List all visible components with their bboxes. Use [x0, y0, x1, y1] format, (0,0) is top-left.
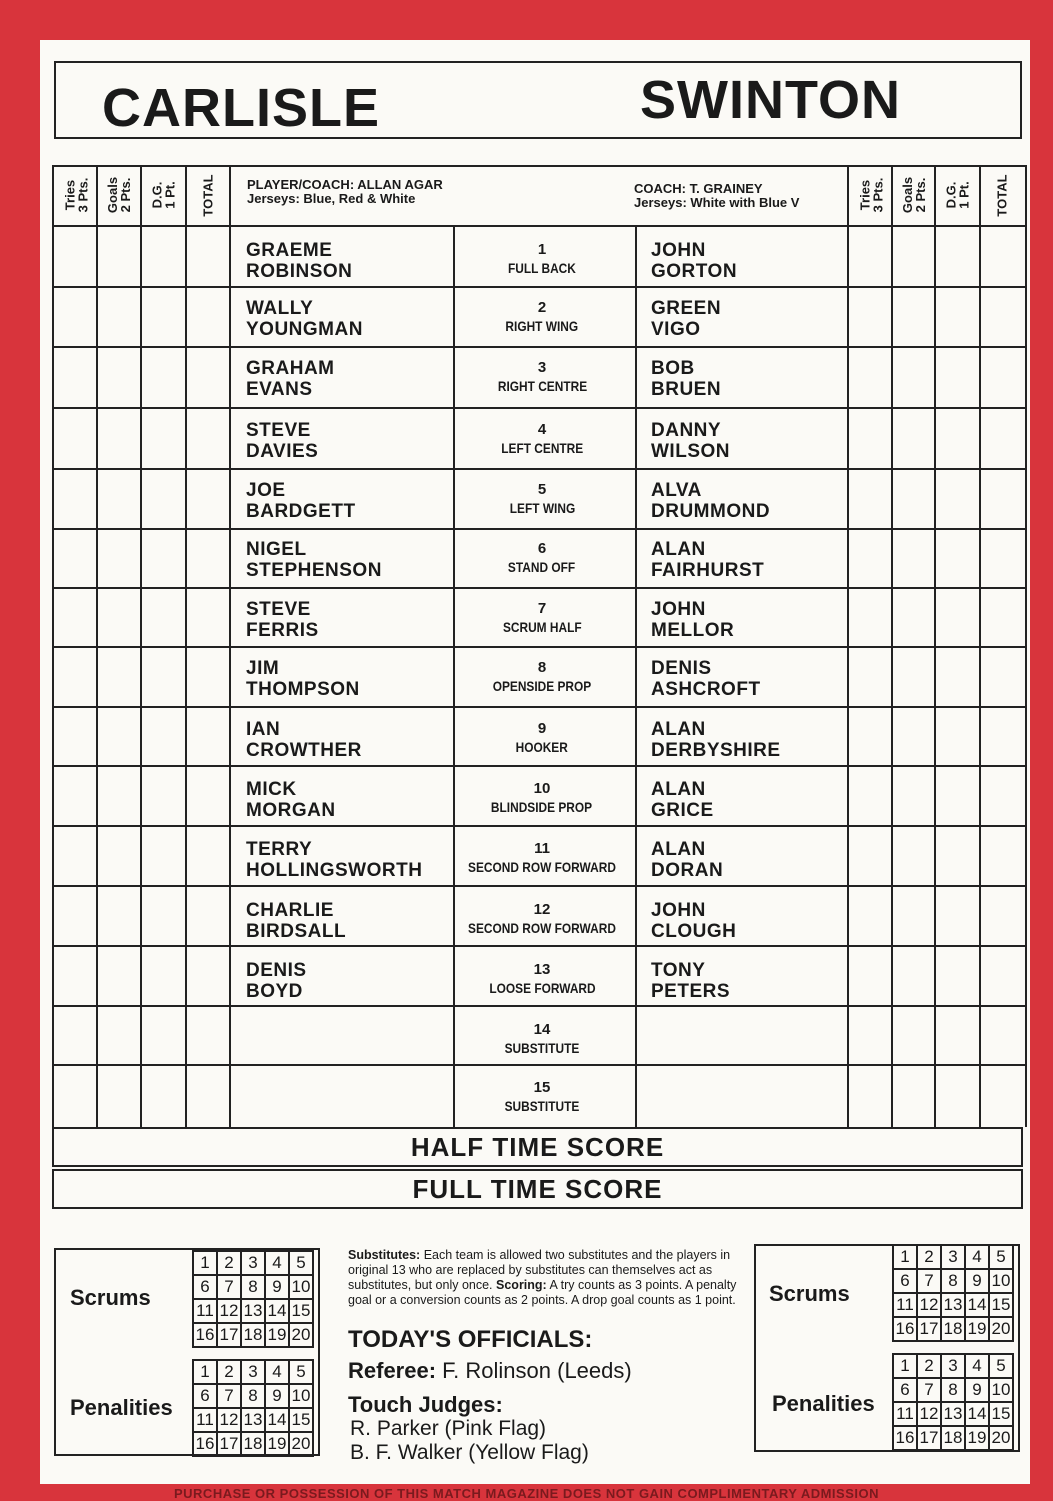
home-penalties-label: Penalities — [70, 1395, 173, 1420]
position-label — [452, 839, 632, 877]
score-column-title: Tries — [857, 179, 872, 211]
home-player-name — [246, 539, 382, 581]
team-header — [54, 61, 1022, 139]
name-line: ROBINSON — [246, 261, 353, 282]
tally-number[interactable]: 11 — [194, 1300, 218, 1324]
tally-number[interactable]: 1 — [194, 1361, 218, 1385]
away-score-column-header — [892, 165, 936, 225]
tally-number[interactable]: 4 — [266, 1361, 290, 1385]
name-line: BOB — [651, 358, 695, 379]
row-divider — [54, 468, 1025, 470]
name-line: STEPHENSON — [246, 560, 382, 581]
away-score-column-header — [936, 165, 980, 225]
away-player-name — [651, 960, 730, 1002]
position-name: SUBSTITUTE — [504, 1040, 580, 1056]
tally-number[interactable]: 7 — [918, 1379, 942, 1403]
tally-number[interactable]: 6 — [194, 1385, 218, 1409]
away-score-column-header — [980, 165, 1024, 225]
tally-number[interactable]: 15 — [290, 1409, 314, 1433]
name-line: BARDGETT — [246, 501, 356, 522]
away-player-name — [651, 599, 734, 641]
tally-number[interactable]: 8 — [942, 1270, 966, 1294]
tally-number[interactable]: 11 — [894, 1294, 918, 1318]
name-line: HOLLINGSWORTH — [246, 860, 423, 881]
score-column-points: 2 Pts. — [118, 177, 133, 213]
away-player-name — [651, 240, 737, 282]
position-label — [452, 658, 632, 696]
touch-judge-2: B. F. Walker (Yellow Flag) — [350, 1441, 589, 1464]
tally-number[interactable]: 12 — [918, 1294, 942, 1318]
tally-number[interactable]: 10 — [990, 1270, 1014, 1294]
tally-number[interactable]: 15 — [990, 1294, 1014, 1318]
tally-number[interactable]: 20 — [990, 1318, 1014, 1342]
name-line: JOE — [246, 480, 286, 501]
position-number: 9 — [537, 720, 547, 737]
tally-number[interactable]: 5 — [290, 1252, 314, 1276]
tally-number[interactable]: 13 — [942, 1403, 966, 1427]
position-label — [452, 298, 632, 336]
name-line: DENIS — [651, 658, 712, 679]
subs-label: Substitutes: — [348, 1248, 421, 1262]
tally-number[interactable]: 18 — [242, 1324, 266, 1348]
touch-judge-1: R. Parker (Pink Flag) — [350, 1417, 547, 1440]
name-line: FAIRHURST — [651, 560, 765, 581]
scoring-text: A try counts as 3 points. A penalty goal or a conversion counts as 2 points. A drop goal counts as 1 point. — [348, 1278, 737, 1307]
tally-number[interactable]: 18 — [242, 1433, 266, 1457]
tally-number[interactable]: 20 — [290, 1324, 314, 1348]
column-divider — [635, 225, 637, 1127]
away-player-name — [651, 358, 721, 400]
tally-number[interactable]: 3 — [242, 1252, 266, 1276]
name-line: DAVIES — [246, 441, 319, 462]
away-scrums-label: Scrums — [769, 1281, 850, 1306]
tally-number[interactable]: 8 — [242, 1276, 266, 1300]
tally-number[interactable]: 5 — [990, 1246, 1014, 1270]
home-scrums-grid — [192, 1250, 314, 1348]
tally-number[interactable]: 13 — [942, 1294, 966, 1318]
tally-number[interactable]: 12 — [918, 1403, 942, 1427]
position-label — [452, 1078, 632, 1116]
position-name: FULL BACK — [508, 260, 576, 276]
name-line: ALAN — [651, 719, 706, 740]
position-name: LEFT WING — [509, 500, 575, 516]
name-line: CLOUGH — [651, 921, 737, 942]
score-column-points: 3 Pts. — [75, 177, 90, 213]
half-time-score: HALF TIME SCORE — [52, 1127, 1023, 1167]
tally-number[interactable]: 3 — [942, 1355, 966, 1379]
tally-number[interactable]: 17 — [218, 1433, 242, 1457]
away-player-name — [651, 298, 721, 340]
tally-number[interactable]: 14 — [266, 1300, 290, 1324]
tally-number[interactable]: 14 — [966, 1403, 990, 1427]
tally-number[interactable]: 20 — [990, 1427, 1014, 1451]
score-column-title: Tries — [62, 179, 77, 211]
name-line: YOUNGMAN — [246, 319, 363, 340]
tally-number[interactable]: 9 — [266, 1276, 290, 1300]
tally-number[interactable]: 6 — [894, 1379, 918, 1403]
name-line: EVANS — [246, 379, 313, 400]
row-divider — [54, 646, 1025, 648]
away-player-name — [651, 839, 723, 881]
name-line: MELLOR — [651, 620, 735, 641]
name-line: STEVE — [246, 599, 311, 620]
score-column-title: Goals — [105, 176, 120, 214]
away-player-name — [651, 420, 730, 462]
name-line: WALLY — [246, 298, 314, 319]
away-player-name — [651, 480, 770, 522]
tally-number[interactable]: 9 — [266, 1385, 290, 1409]
name-line: MORGAN — [246, 800, 336, 821]
referee-name: F. Rolinson (Leeds) — [442, 1358, 632, 1383]
tally-number[interactable]: 13 — [242, 1409, 266, 1433]
away-team-name: SWINTON — [640, 70, 901, 130]
name-line: ASHCROFT — [651, 679, 761, 700]
score-column-title: D.G. — [944, 181, 959, 209]
rules-notes — [348, 1248, 744, 1308]
position-number: 10 — [533, 780, 551, 797]
away-player-name — [651, 658, 761, 700]
position-label — [452, 599, 632, 637]
name-line: THOMPSON — [246, 679, 360, 700]
tally-number[interactable]: 19 — [266, 1433, 290, 1457]
name-line: BIRDSALL — [246, 921, 347, 942]
away-coach: COACH: T. GRAINEY — [634, 181, 763, 196]
position-name: SUBSTITUTE — [504, 1098, 580, 1114]
position-label — [452, 539, 632, 577]
full-time-score: FULL TIME SCORE — [52, 1169, 1023, 1209]
row-divider — [54, 945, 1025, 947]
tally-number[interactable]: 11 — [194, 1409, 218, 1433]
home-player-name — [246, 839, 422, 881]
away-penalties-grid — [892, 1353, 1014, 1451]
position-name: SECOND ROW FORWARD — [468, 920, 616, 936]
touch-judges-heading: Touch Judges: — [348, 1392, 503, 1417]
tally-number[interactable]: 4 — [966, 1355, 990, 1379]
tally-number[interactable]: 14 — [966, 1294, 990, 1318]
name-line: GREEN — [651, 298, 722, 319]
tally-number[interactable]: 3 — [242, 1361, 266, 1385]
tally-number[interactable]: 4 — [966, 1246, 990, 1270]
tally-number[interactable]: 2 — [218, 1361, 242, 1385]
away-player-name — [651, 900, 736, 942]
name-line: GRAHAM — [246, 358, 335, 379]
position-name: SCRUM HALF — [502, 619, 582, 635]
name-line: CROWTHER — [246, 740, 362, 761]
name-line: IAN — [246, 719, 281, 740]
name-line: DENIS — [246, 960, 307, 981]
position-number: 4 — [537, 421, 547, 438]
away-scrums-grid — [892, 1244, 1014, 1342]
position-number: 6 — [537, 540, 547, 557]
position-number: 13 — [533, 961, 551, 978]
tally-number[interactable]: 14 — [266, 1409, 290, 1433]
referee-label: Referee: — [348, 1358, 437, 1383]
away-score-column-header — [849, 165, 893, 225]
score-column-points: 3 Pts. — [870, 177, 885, 213]
away-player-name — [651, 539, 764, 581]
position-label — [452, 719, 632, 757]
row-divider — [54, 225, 1025, 227]
home-team-name: CARLISLE — [102, 78, 380, 138]
position-label — [452, 420, 632, 458]
home-player-name — [246, 358, 335, 400]
tally-number[interactable]: 12 — [218, 1300, 242, 1324]
name-line: GRICE — [651, 800, 714, 821]
tally-number[interactable]: 3 — [942, 1246, 966, 1270]
name-line: GORTON — [651, 261, 738, 282]
tally-number[interactable]: 8 — [242, 1385, 266, 1409]
row-divider — [54, 346, 1025, 348]
tally-number[interactable]: 15 — [290, 1300, 314, 1324]
home-player-name — [246, 599, 319, 641]
home-jerseys: Jerseys: Blue, Red & White — [247, 191, 416, 206]
tally-number[interactable]: 12 — [218, 1409, 242, 1433]
home-player-name — [246, 240, 352, 282]
home-score-column-header — [186, 165, 230, 225]
name-line: TONY — [651, 960, 706, 981]
home-score-column-header — [97, 165, 141, 225]
score-column-points: 2 Pts. — [913, 177, 928, 213]
tally-number[interactable]: 19 — [266, 1324, 290, 1348]
tally-number[interactable]: 10 — [990, 1379, 1014, 1403]
tally-number[interactable]: 19 — [966, 1427, 990, 1451]
row-divider — [54, 706, 1025, 708]
score-column-title: Goals — [900, 176, 915, 214]
tally-number[interactable]: 7 — [218, 1385, 242, 1409]
position-label — [452, 358, 632, 396]
home-player-name — [246, 480, 356, 522]
position-name: SECOND ROW FORWARD — [468, 859, 616, 875]
home-penalties-grid — [192, 1359, 314, 1457]
position-number: 12 — [533, 901, 551, 918]
position-label — [452, 960, 632, 998]
tally-number[interactable]: 8 — [942, 1379, 966, 1403]
position-number: 2 — [537, 299, 547, 316]
position-label — [452, 900, 632, 938]
position-name: RIGHT CENTRE — [497, 378, 587, 394]
tally-number[interactable]: 10 — [290, 1385, 314, 1409]
name-line: BOYD — [246, 981, 303, 1002]
home-coach-info — [247, 178, 443, 206]
tally-number[interactable]: 16 — [194, 1433, 218, 1457]
tally-number[interactable]: 16 — [894, 1427, 918, 1451]
away-jerseys: Jerseys: White with Blue V — [634, 195, 800, 210]
scoring-label: Scoring: — [496, 1278, 547, 1292]
home-player-name — [246, 658, 360, 700]
position-name: RIGHT WING — [505, 318, 579, 334]
score-column-points: 1 Pt. — [957, 181, 972, 209]
tally-number[interactable]: 18 — [942, 1427, 966, 1451]
tally-number[interactable]: 16 — [894, 1318, 918, 1342]
home-score-column-header — [54, 165, 98, 225]
position-label — [452, 779, 632, 817]
position-name: HOOKER — [515, 739, 569, 755]
tally-number[interactable]: 1 — [894, 1246, 918, 1270]
name-line: NIGEL — [246, 539, 307, 560]
position-number: 7 — [537, 600, 547, 617]
tally-number[interactable]: 5 — [990, 1355, 1014, 1379]
home-player-name — [246, 298, 363, 340]
home-scrums-label: Scrums — [70, 1285, 151, 1310]
referee-line — [348, 1358, 632, 1384]
tally-number[interactable]: 17 — [918, 1318, 942, 1342]
name-line: MICK — [246, 779, 297, 800]
name-line: ALAN — [651, 539, 706, 560]
row-divider — [54, 765, 1025, 767]
tally-number[interactable]: 2 — [218, 1252, 242, 1276]
away-player-name — [651, 779, 714, 821]
name-line: WILSON — [651, 441, 730, 462]
position-name: OPENSIDE PROP — [492, 678, 592, 694]
name-line: STEVE — [246, 420, 311, 441]
tally-number[interactable]: 16 — [194, 1324, 218, 1348]
tally-number[interactable]: 18 — [942, 1318, 966, 1342]
row-divider — [54, 407, 1025, 409]
home-coach: PLAYER/COACH: ALLAN AGAR — [247, 177, 443, 192]
tally-number[interactable]: 4 — [266, 1252, 290, 1276]
home-player-name — [246, 960, 307, 1002]
tally-number[interactable]: 17 — [218, 1324, 242, 1348]
home-player-name — [246, 779, 336, 821]
name-line: JIM — [246, 658, 280, 679]
admission-notice: PURCHASE OR POSSESSION OF THIS MATCH MAGAZINE DOES NOT GAIN COMPLIMENTARY ADMISSION — [173, 1486, 879, 1501]
position-name: STAND OFF — [508, 559, 576, 575]
name-line: JOHN — [651, 240, 706, 261]
position-number: 8 — [537, 659, 547, 676]
name-line: GRAEME — [246, 240, 333, 261]
name-line: ALAN — [651, 779, 706, 800]
name-line: ALAN — [651, 839, 706, 860]
score-column-title: TOTAL — [994, 173, 1010, 217]
name-line: PETERS — [651, 981, 731, 1002]
home-score-column-header — [142, 165, 186, 225]
name-line: BRUEN — [651, 379, 722, 400]
position-label — [452, 240, 632, 278]
subs-text: Each team is allowed two substitutes and the players in original 13 who are replaced by substitutes can themselves act as substitutes, but only once. — [348, 1248, 731, 1292]
score-column-title: D.G. — [150, 181, 165, 209]
position-name: BLINDSIDE PROP — [491, 799, 593, 815]
position-label — [452, 480, 632, 518]
position-number: 11 — [534, 840, 550, 857]
name-line: ALVA — [651, 480, 702, 501]
tally-number[interactable]: 9 — [966, 1379, 990, 1403]
tally-number[interactable]: 15 — [990, 1403, 1014, 1427]
position-name: LOOSE FORWARD — [488, 980, 596, 996]
row-divider — [54, 1064, 1025, 1066]
tally-number[interactable]: 11 — [894, 1403, 918, 1427]
tally-number[interactable]: 13 — [242, 1300, 266, 1324]
name-line: DERBYSHIRE — [651, 740, 781, 761]
tally-number[interactable]: 17 — [918, 1427, 942, 1451]
row-divider — [54, 528, 1025, 530]
row-divider — [54, 286, 1025, 288]
score-column-title: TOTAL — [200, 173, 216, 217]
name-line: DORAN — [651, 860, 724, 881]
tally-number[interactable]: 6 — [894, 1270, 918, 1294]
name-line: TERRY — [246, 839, 313, 860]
tally-number[interactable]: 6 — [194, 1276, 218, 1300]
position-number: 3 — [537, 359, 547, 376]
name-line: FERRIS — [246, 620, 319, 641]
position-number: 5 — [537, 481, 547, 498]
home-player-name — [246, 900, 346, 942]
tally-number[interactable]: 2 — [918, 1355, 942, 1379]
position-number: 14 — [533, 1021, 551, 1038]
tally-number[interactable]: 7 — [918, 1270, 942, 1294]
name-line: CHARLIE — [246, 900, 334, 921]
officials-heading: TODAY'S OFFICIALS: — [348, 1326, 593, 1353]
tally-number[interactable]: 2 — [918, 1246, 942, 1270]
name-line: DANNY — [651, 420, 722, 441]
position-number: 15 — [533, 1079, 551, 1096]
row-divider — [54, 885, 1025, 887]
position-label — [452, 1020, 632, 1058]
row-divider — [54, 587, 1025, 589]
name-line: JOHN — [651, 599, 706, 620]
score-column-points: 1 Pt. — [163, 181, 178, 209]
away-penalties-label: Penalities — [772, 1391, 875, 1416]
position-number: 1 — [537, 241, 547, 258]
tally-number[interactable]: 7 — [218, 1276, 242, 1300]
away-player-name — [651, 719, 781, 761]
name-line: VIGO — [651, 319, 701, 340]
tally-number[interactable]: 5 — [290, 1361, 314, 1385]
tally-number[interactable]: 19 — [966, 1318, 990, 1342]
tally-number[interactable]: 1 — [894, 1355, 918, 1379]
tally-number[interactable]: 10 — [290, 1276, 314, 1300]
name-line: JOHN — [651, 900, 706, 921]
tally-number[interactable]: 1 — [194, 1252, 218, 1276]
tally-number[interactable]: 9 — [966, 1270, 990, 1294]
name-line: DRUMMOND — [651, 501, 771, 522]
home-player-name — [246, 719, 362, 761]
row-divider — [54, 825, 1025, 827]
away-coach-info — [634, 182, 799, 210]
position-name: LEFT CENTRE — [500, 440, 583, 456]
home-player-name — [246, 420, 318, 462]
tally-number[interactable]: 20 — [290, 1433, 314, 1457]
row-divider — [54, 1005, 1025, 1007]
